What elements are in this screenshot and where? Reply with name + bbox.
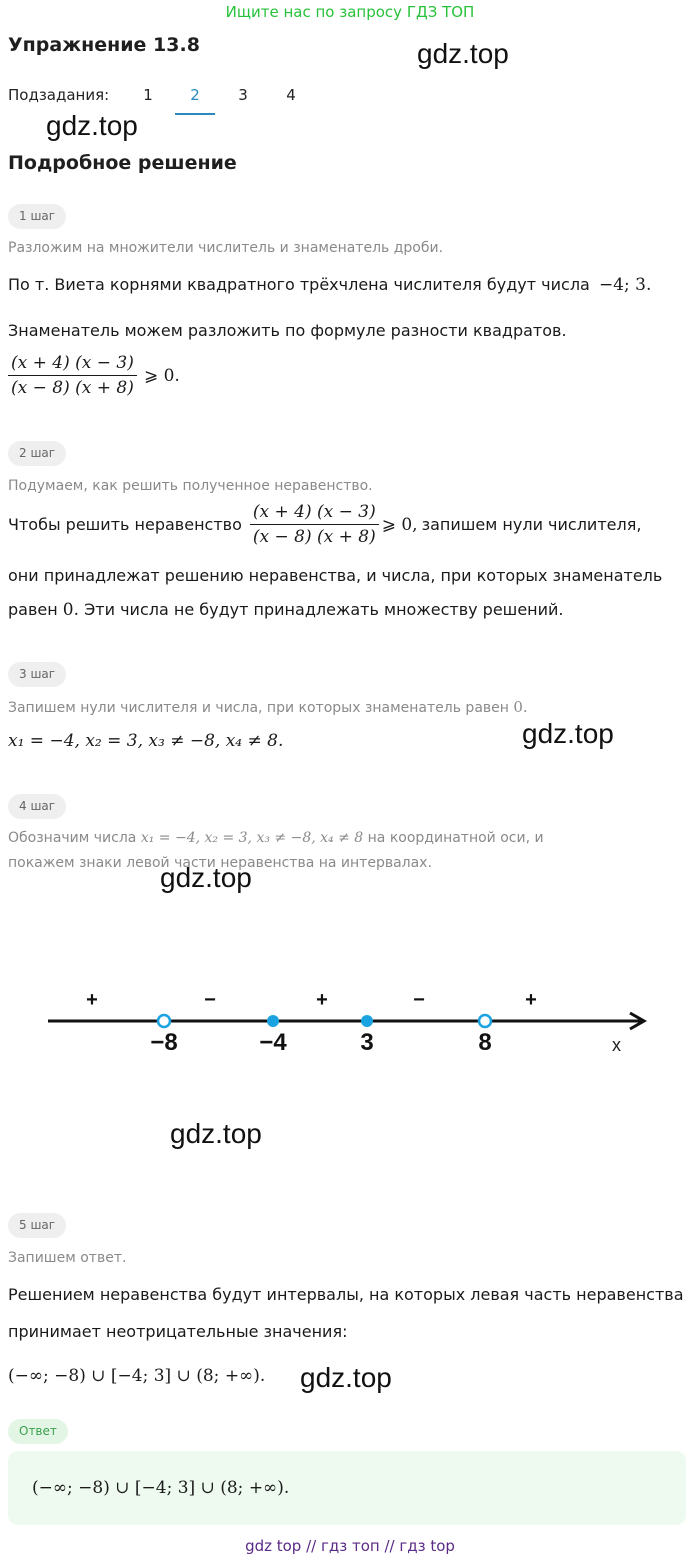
watermark: gdz.top (417, 38, 509, 69)
step-4-badge: 4 шаг (8, 794, 66, 819)
subtask-tab-4[interactable]: 4 (286, 86, 296, 104)
interval-sign: + (316, 989, 328, 1011)
number-line (40, 975, 660, 1060)
inequality-sign: ⩾ 0. (143, 365, 180, 386)
step-5-result: (−∞; −8) ∪ [−4; 3] ∪ (8; +∞). (8, 1366, 266, 1386)
step-5-badge: 5 шаг (8, 1213, 66, 1238)
fraction-numerator: (x + 4) (x − 3) (250, 502, 379, 525)
answer-badge: Ответ (8, 1419, 68, 1444)
step-4-hint-math: x₁ = −4, x₂ = 3, x₃ ≠ −8, x₄ ≠ 8 (140, 830, 364, 846)
step-2-paragraph-2: они принадлежат решению неравенства, и числа, при которых знаменатель (8, 566, 663, 585)
step-2-text-b: запишем нули числителя, (421, 515, 642, 534)
step-5-paragraph: Решением неравенства будут интервалы, на которых левая часть неравенства (8, 1285, 684, 1304)
subtask-tab-3[interactable]: 3 (238, 86, 248, 104)
step-4-hint-a: Обозначим числа (8, 830, 137, 846)
point-closed (267, 1015, 279, 1027)
step-1-text: По т. Виета корнями квадратного трёхчлена числителя будут числа (8, 275, 590, 294)
step-4-hint-line2: покажем знаки левой части неравенства на интервалах. (8, 855, 432, 871)
step-1-paragraph-2: Знаменатель можем разложить по формуле разности квадратов. (8, 321, 567, 340)
step-1-fraction-inequality (8, 353, 180, 398)
axis-label: x (612, 1035, 621, 1055)
watermark: gdz.top (170, 1118, 262, 1149)
watermark: gdz.top (300, 1362, 392, 1393)
subtask-tab-1[interactable]: 1 (143, 86, 153, 104)
step-3-hint (8, 698, 528, 716)
step-2-text-d: Эти числа не будут принадлежать множеству решений. (84, 600, 564, 619)
step-5-paragraph-2: принимает неотрицательные значения: (8, 1322, 348, 1341)
step-1-paragraph (8, 275, 651, 295)
fraction-numerator: (x + 4) (x − 3) (8, 353, 137, 376)
watermark: gdz.top (160, 862, 252, 893)
step-2-paragraph (8, 502, 641, 547)
interval-sign: − (413, 989, 425, 1011)
step-3-hint-text: Запишем нули числителя и числа, при которых знаменатель равен (8, 700, 509, 716)
step-3-badge: 3 шаг (8, 662, 66, 687)
zero-value: 0. (62, 600, 80, 620)
step-4-hint-b: на координатной оси, и (367, 830, 544, 846)
point-open (158, 1015, 170, 1027)
point-label: −8 (150, 1029, 178, 1056)
point-closed (361, 1015, 373, 1027)
step-3-roots: x₁ = −4, x₂ = 3, x₃ ≠ −8, x₄ ≠ 8. (8, 731, 284, 751)
subtasks-label: Подзадания: (8, 86, 110, 104)
step-2-paragraph-3 (8, 600, 564, 620)
interval-sign: + (86, 989, 98, 1011)
point-label: 8 (478, 1029, 492, 1056)
watermark: gdz.top (46, 110, 138, 141)
active-tab-underline (175, 113, 215, 115)
step-2-hint: Подумаем, как решить полученное неравенство. (8, 478, 373, 494)
watermark: gdz.top (522, 718, 614, 749)
step-1-roots: −4; 3. (598, 275, 652, 295)
page-title: Упражнение 13.8 (8, 34, 200, 56)
step-1-hint: Разложим на множители числитель и знаменатель дроби. (8, 240, 444, 256)
interval-sign: − (204, 989, 216, 1011)
fraction-denominator: (x − 8) (x + 8) (11, 378, 134, 398)
step-2-text-c: равен (8, 600, 58, 619)
search-banner: Ищите нас по запросу ГДЗ ТОП (225, 3, 475, 21)
fraction (250, 502, 379, 547)
step-1-badge: 1 шаг (8, 204, 66, 229)
footer-links: gdz top // гдз топ // гдз top (245, 1537, 455, 1555)
point-label: 3 (360, 1029, 374, 1056)
step-4-hint (8, 830, 544, 846)
fraction-denominator: (x − 8) (x + 8) (252, 527, 376, 547)
interval-sign: + (525, 989, 537, 1011)
point-label: −4 (259, 1029, 287, 1056)
subtask-tab-2[interactable]: 2 (190, 86, 200, 104)
answer-value: (−∞; −8) ∪ [−4; 3] ∪ (8; +∞). (32, 1478, 290, 1498)
step-2-text-a: Чтобы решить неравенство (8, 515, 242, 534)
solution-title: Подробное решение (8, 152, 237, 174)
step-2-badge: 2 шаг (8, 441, 66, 466)
answer-box (8, 1451, 686, 1525)
fraction (8, 353, 137, 398)
zero-value: 0. (513, 698, 528, 716)
step-5-hint: Запишем ответ. (8, 1250, 127, 1266)
inequality-sign: ⩾ 0, (381, 514, 418, 535)
point-open (479, 1015, 491, 1027)
